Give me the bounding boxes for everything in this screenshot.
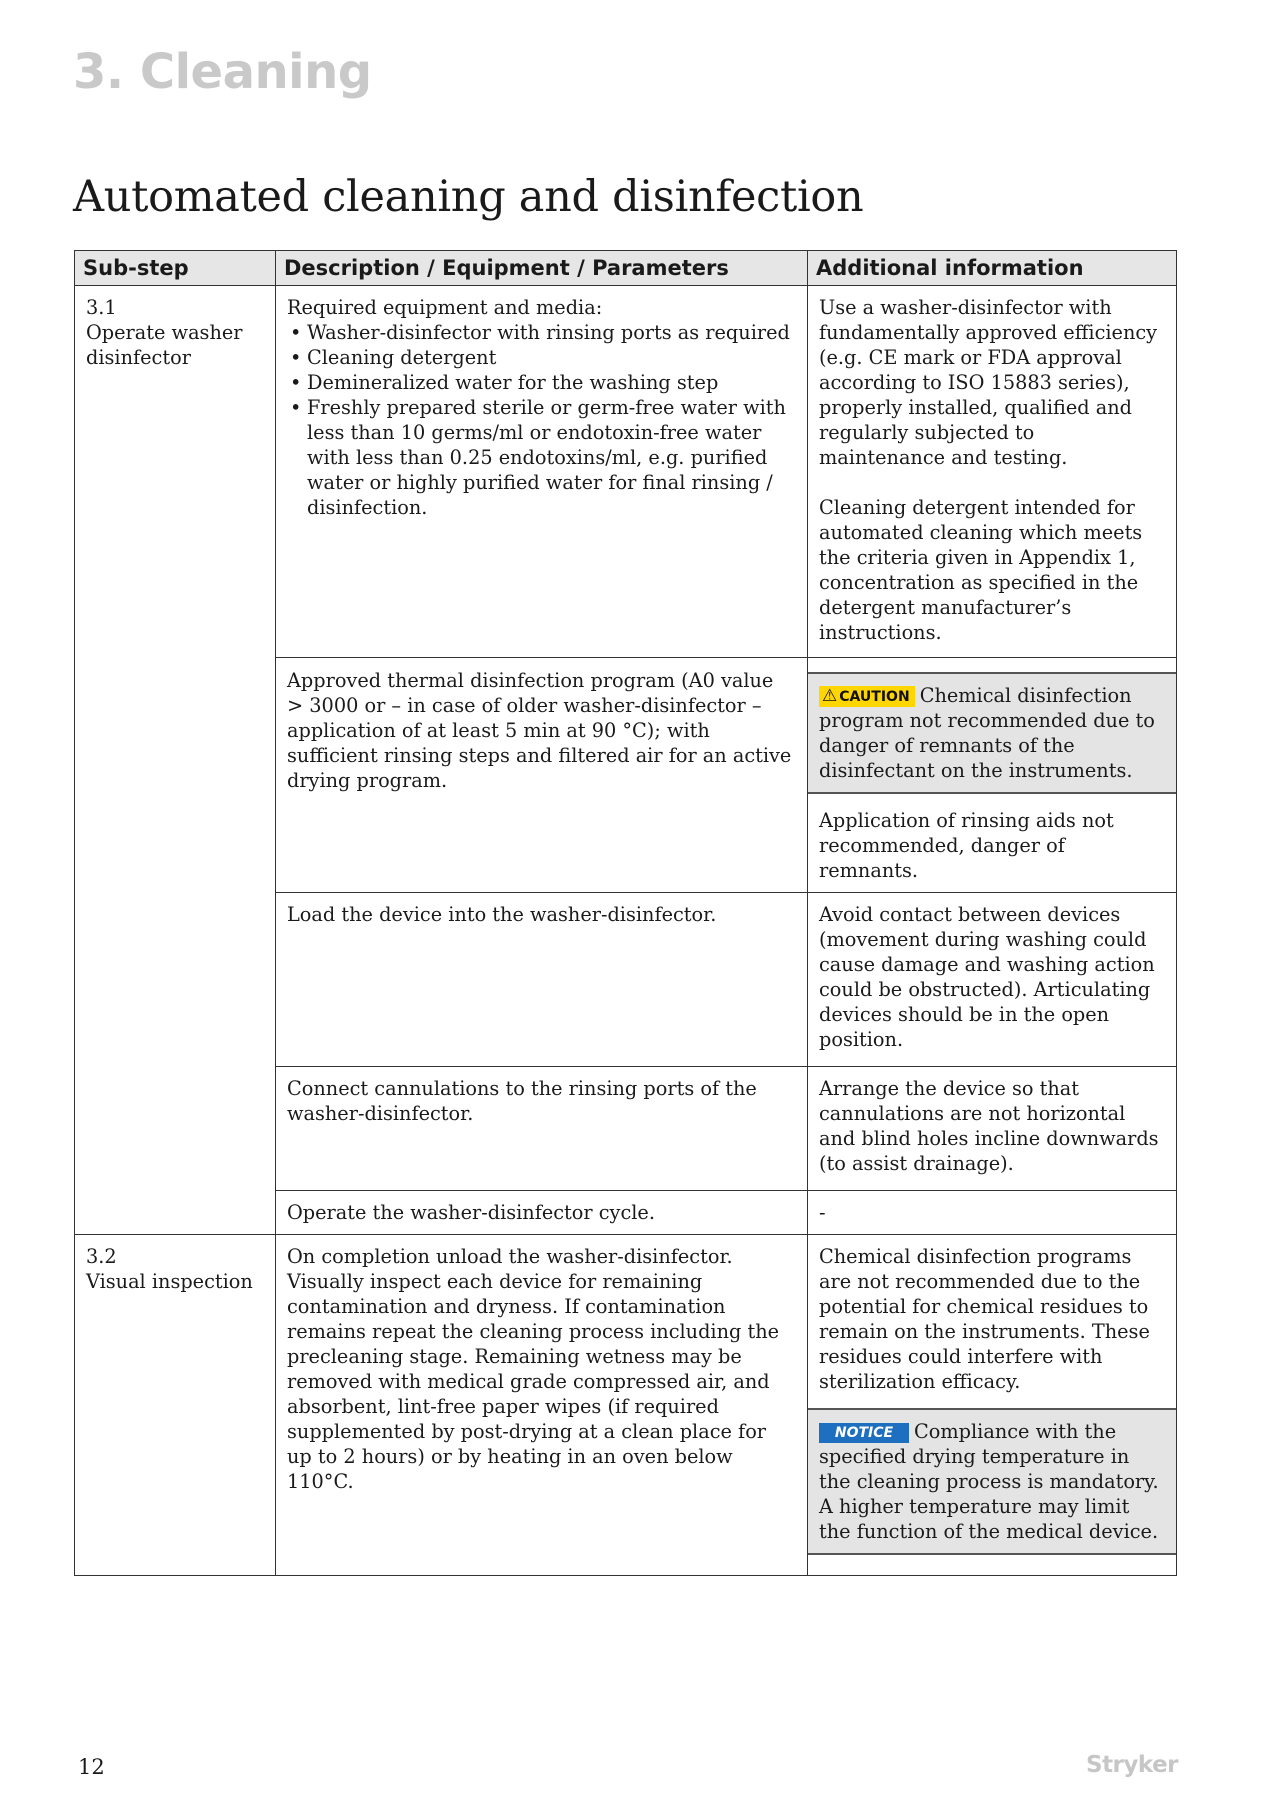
sub-step-label: Operate washer disinfector	[86, 321, 243, 369]
table-row	[75, 1235, 1177, 1576]
connect-info-cell	[808, 1067, 1177, 1191]
equipment-list	[287, 320, 795, 520]
table-header-row	[75, 251, 1177, 286]
load-info: Avoid contact between devices (movement during washing could cause damage and washing action could be obstructed). Articulating devices should be in the open position.	[819, 903, 1155, 1051]
load-cell	[276, 893, 808, 1067]
program-cell	[276, 658, 808, 893]
operate-description: Operate the washer-disinfector cycle.	[287, 1201, 655, 1224]
header-description: Description / Equipment / Parameters	[276, 251, 808, 286]
header-additional-info: Additional information	[808, 251, 1177, 286]
rinsing-aids-info: Application of rinsing aids not recommended, danger of remnants.	[819, 809, 1114, 882]
caution-label: CAUTION	[839, 689, 910, 705]
page-number: 12	[78, 1755, 105, 1779]
load-description: Load the device into the washer-disinfector.	[287, 903, 717, 926]
sub-step-3-2	[75, 1235, 276, 1576]
list-item: • Freshly prepared sterile or germ-free water with less than 10 germs/ml or endotoxin-free water with less than 0.25 endotoxins/ml, e.g. purified water or highly purified water for final rinsing / disinfection.	[287, 395, 795, 520]
program-description: Approved thermal disinfection program (A0 value > 3000 or – in case of older washer-disinfector – application of at least 5 min at 90 °C); with sufficient rinsing steps and filtered air for an active drying program.	[287, 669, 792, 792]
caution-note	[808, 672, 1176, 794]
inspection-cell	[276, 1235, 808, 1576]
table-row	[75, 286, 1177, 658]
sub-step-number: 3.2	[86, 1245, 117, 1268]
cleaning-steps-table	[74, 250, 1177, 1576]
operate-info-cell	[808, 1191, 1177, 1235]
notice-badge: NOTICE	[819, 1423, 909, 1443]
sub-step-number: 3.1	[86, 296, 117, 319]
connect-description: Connect cannulations to the rinsing ports of the washer-disinfector.	[287, 1077, 757, 1125]
list-item: • Demineralized water for the washing step	[287, 370, 795, 395]
warning-triangle-icon: ⚠	[822, 686, 838, 706]
list-item: • Washer-disinfector with rinsing ports as required	[287, 320, 795, 345]
inspection-info-cell	[808, 1235, 1177, 1576]
washer-info: Use a washer-disinfector with fundamentally approved efficiency (e.g. CE mark or FDA approval according to ISO 15883 series), properly installed, qualified and regularly subjected to maintenance and testing.	[819, 296, 1158, 469]
inspection-description: On completion unload the washer-disinfector. Visually inspect each device for remaining contamination and dryness. If contamination remains repeat the cleaning process including the precleaning stage. Remaining wetness may be removed with medical grade compressed air, and absorbent, lint-free paper wipes (if required supplemented by post-drying at a clean place for up to 2 hours) or by heating in an oven below 110°C.	[287, 1245, 780, 1493]
header-sub-step: Sub-step	[75, 251, 276, 286]
section-title: Automated cleaning and disinfection	[73, 172, 864, 222]
caution-badge	[819, 686, 915, 707]
equipment-cell	[276, 286, 808, 658]
equipment-intro: Required equipment and media:	[287, 296, 603, 319]
sub-step-3-1	[75, 286, 276, 1235]
notice-note	[808, 1408, 1176, 1555]
brand-logo: Stryker	[1086, 1752, 1179, 1778]
inspection-info: Chemical disinfection programs are not recommended due to the potential for chemical residues to remain on the instruments. These residues could interfere with sterilization efficacy.	[819, 1245, 1150, 1393]
load-info-cell	[808, 893, 1177, 1067]
program-info-cell	[808, 658, 1177, 893]
chapter-title: 3. Cleaning	[73, 44, 372, 100]
operate-info: -	[819, 1201, 826, 1224]
connect-cell	[276, 1067, 808, 1191]
notice-text: Compliance with the specified drying temperature in the cleaning process is mandatory. A higher temperature may limit the function of the medical device.	[819, 1420, 1159, 1543]
operate-cell	[276, 1191, 808, 1235]
caution-text: Chemical disinfection program not recommended due to danger of remnants of the disinfectant on the instruments.	[819, 684, 1155, 782]
list-item: • Cleaning detergent	[287, 345, 795, 370]
connect-info: Arrange the device so that cannulations are not horizontal and blind holes incline downwards (to assist drainage).	[819, 1077, 1159, 1175]
equipment-info-cell	[808, 286, 1177, 658]
sub-step-label: Visual inspection	[86, 1270, 253, 1293]
detergent-info: Cleaning detergent intended for automated cleaning which meets the criteria given in Appendix 1, concentration as specified in the detergent manufacturer’s instructions.	[819, 496, 1143, 644]
